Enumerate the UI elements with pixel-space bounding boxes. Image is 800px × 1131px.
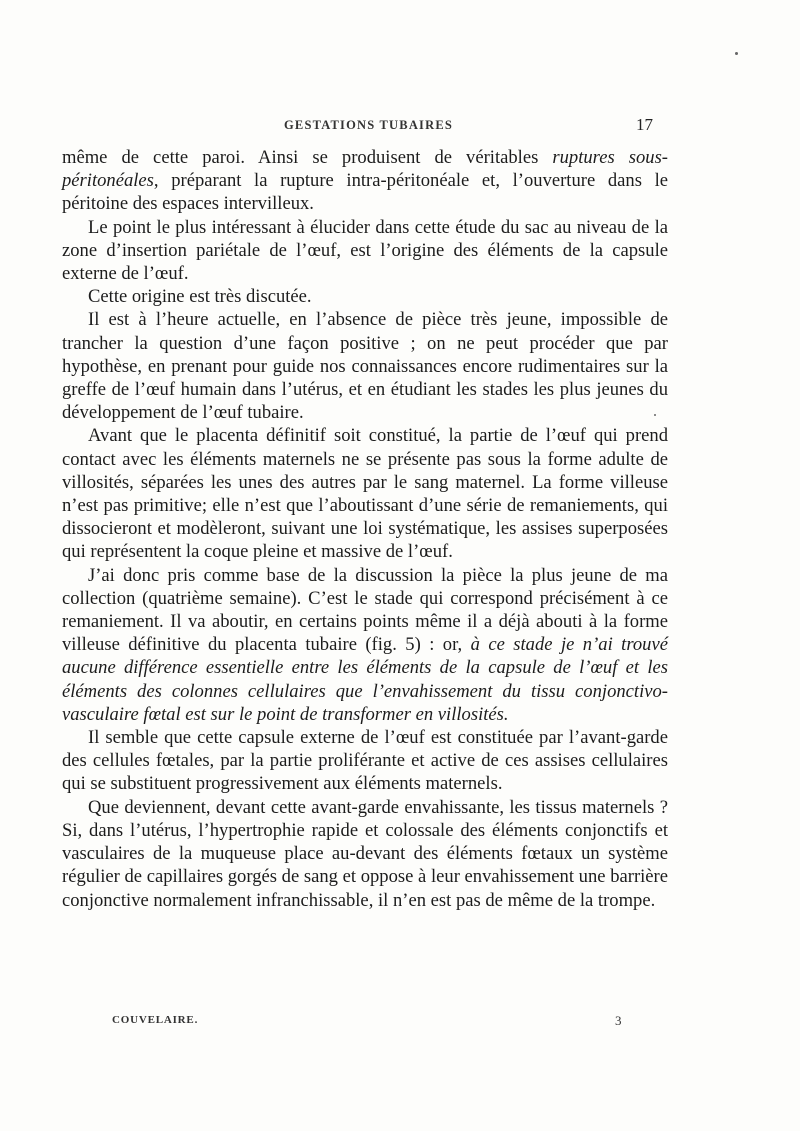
signature-mark: COUVELAIRE. bbox=[112, 1014, 199, 1026]
text-segment: Que deviennent, devant cette avant-garde envahissante, les tissus maternels ? Si, dans l’utérus, l’hypertrophie rapide et colossale des éléments conjonctifs et vasculaires de la muqueuse place au-devant des éléments fœtaux un système régulier de capillaires gorgés de sang et oppose à leur envahissement une barrière conjonctive normalement infranchissable, il n’en est pas de même de la trompe. bbox=[62, 796, 668, 911]
text-segment: Avant que le placenta définitif soit constitué, la partie de l’œuf qui prend contact avec les éléments maternels ne se présente pas sous la forme adulte de villosités, séparées les unes des autres par le sang maternel. La forme villeuse n’est pas primitive; elle n’est que l’aboutissant d’une série de remaniements, qui dissocieront et modèleront, suivant une loi systématique, les assises superposées qui représentent la coque pleine et massive de l’œuf. bbox=[62, 425, 668, 563]
paragraph-p4 bbox=[62, 308, 668, 424]
paragraph-p2 bbox=[62, 216, 668, 286]
paragraph-p5 bbox=[62, 424, 668, 563]
sheet-number: 3 bbox=[615, 1013, 622, 1028]
text-segment: Cette origine est très discutée. bbox=[88, 286, 312, 308]
page-number: 17 bbox=[636, 115, 653, 134]
paragraph-p1 bbox=[62, 146, 668, 216]
body-text bbox=[62, 146, 668, 912]
text-segment: même de cette paroi. Ainsi se produisent de véritables bbox=[62, 147, 553, 168]
paragraph-p3 bbox=[62, 285, 668, 308]
running-title: GESTATIONS TUBAIRES bbox=[284, 118, 454, 132]
text-segment: Le point le plus intéressant à élucider dans cette étude du sac au niveau de la zone d’insertion pariétale de l’œuf, est l’origine des éléments de la capsule externe de l’œuf. bbox=[62, 216, 668, 285]
italic-text: à ce stade je n’ai trouvé aucune différence essentielle entre les éléments de la capsule de l’œuf et les éléments des colonnes cellulaires que l’envahissement du tissu conjonctivo-vasculaire fœtal est sur le point de transformer en villosités. bbox=[62, 634, 668, 725]
speck bbox=[654, 414, 656, 416]
text-segment: Il est à l’heure actuelle, en l’absence de pièce très jeune, impossible de trancher la question d’une façon positive ; on ne peut procéder que par hypothèse, en prenant pour guide nos connaissances encore rudimentaires sur la greffe de l’œuf humain dans l’utérus, et en étudiant les stades les plus jeunes du développement de l’œuf tubaire. bbox=[62, 309, 668, 424]
text-segment: J’ai donc pris comme base de la discussion la pièce la plus jeune de ma collection (quatrième semaine). C’est le stade qui correspond précisément à ce remaniement. Il va aboutir, en certains points même il a déjà abouti à la forme villeuse définitive du placenta tubaire (fig. 5) : or, bbox=[62, 564, 668, 656]
italic-text: ruptures sous-péritonéales bbox=[62, 147, 669, 192]
text-segment: Il semble que cette capsule externe de l’œuf est constituée par l’avant-garde des cellules fœtales, par la partie proliférante et active de ces assises cellulaires qui se substituent progressivement aux éléments maternels. bbox=[62, 727, 668, 795]
paragraph-p7 bbox=[62, 726, 668, 796]
text-segment: , préparant la rupture intra-péritonéale et, l’ouverture dans le péritoine des espaces intervilleux. bbox=[62, 170, 668, 215]
running-head bbox=[0, 115, 800, 138]
paragraph-p6 bbox=[62, 564, 668, 726]
paragraph-p8 bbox=[62, 796, 668, 912]
page-footer bbox=[0, 1014, 800, 1032]
speck bbox=[735, 52, 738, 55]
